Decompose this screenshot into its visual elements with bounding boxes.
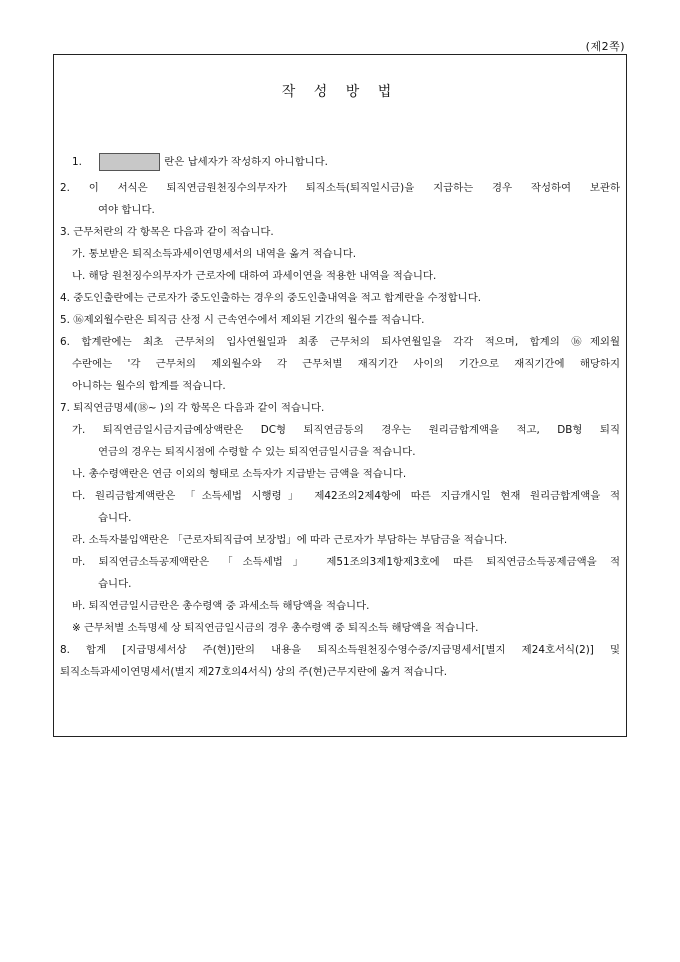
- redacted-field-box: [99, 153, 160, 171]
- instruction-line: 3. 근무처란의 각 항목은 다음과 같이 적습니다.: [60, 226, 274, 238]
- section-title: 작 성 방 법: [281, 84, 399, 100]
- instruction-line: 가. 퇴직연금일시금지급예상액란은 DC형 퇴직연금등의 경우는 원리금합계액을 적고, DB형 퇴직: [72, 424, 620, 436]
- instruction-line: 마. 퇴직연금소득공제액란은 「소득세법」 제51조의3제1항제3호에 따른 퇴직연금소득공제금액을 적: [72, 556, 620, 568]
- page-number: (제2쪽): [585, 40, 625, 53]
- instruction-line: 퇴직소득과세이연명세서(별지 제27호의4서식) 상의 주(현)근무지란에 옮겨 적습니다.: [60, 666, 448, 678]
- instruction-line: 다. 원리금합계액란은 「소득세법 시행령」 제42조의2제4항에 따른 지급개시일 현재 원리금합계액을 적: [72, 490, 620, 502]
- instruction-line: 여야 합니다.: [98, 204, 155, 216]
- instruction-line: 수란에는 '각 근무처의 제외월수와 각 근무처별 재직기간 사이의 기간으로 재직기간에 해당하지: [72, 358, 620, 370]
- instruction-line: 5. ⑯제외월수란은 퇴직금 산정 시 근속연수에서 제외된 기간의 월수를 적습니다.: [60, 314, 425, 326]
- instruction-note: ※ 근무처별 소득명세 상 퇴직연금일시금의 경우 총수령액 중 퇴직소득 해당액을 적습니다.: [72, 622, 479, 634]
- instructions-box: [53, 54, 627, 737]
- instruction-line: 8. 합계 [지급명세서상 주(현)]란의 내용을 퇴직소득원천징수영수증/지급명세서[별지 제24호서식(2)] 및: [60, 644, 620, 656]
- instruction-line: 가. 통보받은 퇴직소득과세이연명세서의 내역을 옮겨 적습니다.: [72, 248, 357, 260]
- instruction-line: 7. 퇴직연금명세(⑱~ )의 각 항목은 다음과 같이 적습니다.: [60, 402, 325, 414]
- instruction-line: 습니다.: [98, 512, 132, 524]
- instruction-line: 연금의 경우는 퇴직시점에 수령할 수 있는 퇴직연금일시금을 적습니다.: [98, 446, 416, 458]
- instruction-line-1: 1. 란은 납세자가 작성하지 아니합니다.: [60, 151, 620, 173]
- instruction-line: 4. 중도인출란에는 근로자가 중도인출하는 경우의 중도인출내역을 적고 합계란을 수정합니다.: [60, 292, 482, 304]
- instruction-line: 라. 소득자불입액란은 「근로자퇴직급여 보장법」에 따라 근로자가 부담하는 부담금을 적습니다.: [72, 534, 508, 546]
- instruction-line: 습니다.: [98, 578, 132, 590]
- instructions-body: [60, 151, 620, 683]
- instruction-line: 아니하는 월수의 합계를 적습니다.: [72, 380, 226, 392]
- instruction-line: 바. 퇴직연금일시금란은 총수령액 중 과세소득 해당액을 적습니다.: [72, 600, 370, 612]
- instruction-line: 나. 해당 원천징수의무자가 근로자에 대하여 과세이연을 적용한 내역을 적습니다.: [72, 270, 437, 282]
- instruction-line: 6. 합계란에는 최초 근무처의 입사연월일과 최종 근무처의 퇴사연월일을 각각 적으며, 합계의 ⑯제외월: [60, 336, 620, 348]
- instruction-line: 2. 이 서식은 퇴직연금원천징수의무자가 퇴직소득(퇴직일시금)을 지급하는 경우 작성하여 보관하: [60, 182, 620, 194]
- instruction-line: 나. 총수령액란은 연금 이외의 형태로 소득자가 지급받는 금액을 적습니다.: [72, 468, 407, 480]
